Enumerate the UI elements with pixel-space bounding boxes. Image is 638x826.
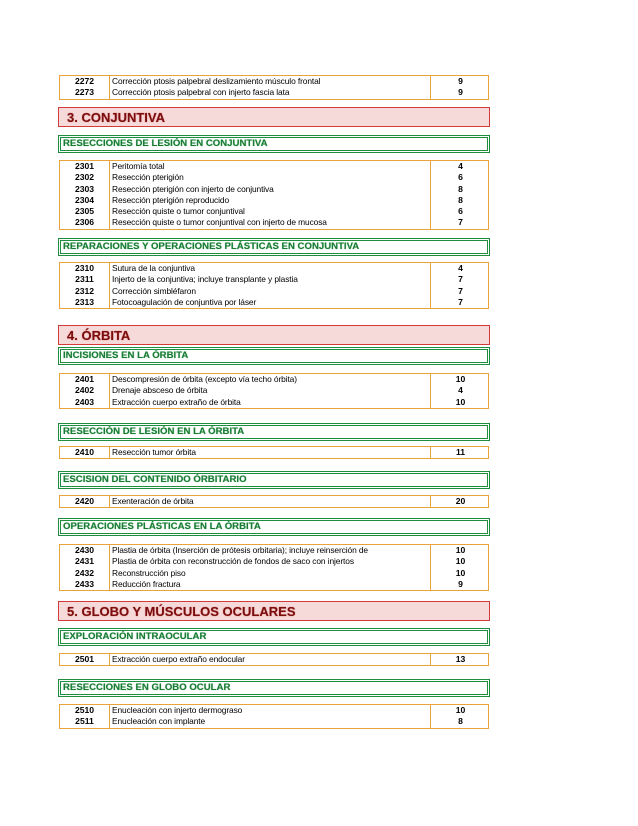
procedure-description: Enucleación con injerto dermograso xyxy=(112,705,243,715)
chapter-title-5-globo-y-musculos-oculares: 5. GLOBO Y MÚSCULOS OCULARES xyxy=(67,604,296,619)
table-row xyxy=(60,161,488,172)
table-row xyxy=(60,716,488,727)
section-heading xyxy=(58,423,490,441)
procedure-description: Reconstrucción piso xyxy=(112,567,186,578)
procedure-description: Corrección ptosis palpebral con injerto fascia lata xyxy=(112,87,290,98)
procedure-value: 8 xyxy=(430,716,490,727)
procedure-code: 2401 xyxy=(60,374,110,385)
procedure-code: 2313 xyxy=(60,297,110,308)
table-row xyxy=(60,447,488,458)
procedure-code: 2303 xyxy=(60,184,110,195)
procedure-code: 2432 xyxy=(60,568,110,579)
procedure-value: 4 xyxy=(430,263,490,274)
table-row xyxy=(60,385,488,396)
procedure-value: 4 xyxy=(430,385,490,396)
section-title-resecciones-en-globo-ocular: RESECCIONES EN GLOBO OCULAR xyxy=(63,682,231,693)
chapter-title-4-orbita: 4. ÓRBITA xyxy=(67,328,131,343)
table-row xyxy=(60,556,488,567)
procedure-description: Extracción cuerpo extraño de órbita xyxy=(112,396,241,407)
section-heading xyxy=(58,238,490,256)
procedure-description: Enucleación con implante xyxy=(112,716,206,727)
procedure-table xyxy=(59,704,489,729)
procedure-description: Reducción fractura xyxy=(112,578,181,589)
procedure-description: Plastia de órbita (Inserción de prótesis orbitaria); incluye reinserción de xyxy=(112,545,368,555)
procedure-table xyxy=(59,653,489,666)
procedure-value: 10 xyxy=(430,705,490,716)
procedure-table xyxy=(59,262,489,309)
procedure-value: 10 xyxy=(430,556,490,567)
procedure-value: 7 xyxy=(430,286,490,297)
procedure-description: Resección quiste o tumor conjuntival xyxy=(112,206,245,217)
procedure-description: Drenaje absceso de órbita xyxy=(112,385,208,396)
procedure-table xyxy=(59,446,489,459)
procedure-code: 2431 xyxy=(60,556,110,567)
table-row xyxy=(60,87,488,98)
procedure-table xyxy=(59,373,489,409)
procedure-value: 13 xyxy=(430,654,490,665)
table-row xyxy=(60,579,488,590)
procedure-code: 2301 xyxy=(60,161,110,172)
chapter-heading xyxy=(58,107,490,127)
procedure-code: 2312 xyxy=(60,286,110,297)
section-title-incisiones-en-la-orbita: INCISIONES EN LA ÓRBITA xyxy=(63,350,189,361)
procedure-code: 2403 xyxy=(60,397,110,408)
procedure-value: 6 xyxy=(430,172,490,183)
section-title-operaciones-plasticas-en-la-orbita: OPERACIONES PLÁSTICAS EN LA ÓRBITA xyxy=(63,521,261,532)
procedure-description: Resección pterigión reproducido xyxy=(112,194,230,205)
table-row xyxy=(60,397,488,408)
section-title-resecciones-de-lesion-en-conjuntiva: RESECCIONES DE LESIÓN EN CONJUNTIVA xyxy=(63,138,268,149)
chapter-heading xyxy=(58,601,490,621)
table-row xyxy=(60,217,488,228)
procedure-description: Corrección simbléfaron xyxy=(112,285,196,296)
procedure-code: 2311 xyxy=(60,274,110,285)
procedure-code: 2273 xyxy=(60,87,110,98)
procedure-value: 10 xyxy=(430,374,490,385)
table-row xyxy=(60,263,488,274)
table-row xyxy=(60,274,488,285)
chapter-heading xyxy=(58,325,490,345)
table-row xyxy=(60,545,488,556)
table-row xyxy=(60,297,488,308)
procedure-description: Plastia de órbita con reconstrucción de fondos de saco con injertos xyxy=(112,556,354,567)
chapter-title-3-conjuntiva: 3. CONJUNTIVA xyxy=(67,110,165,125)
procedure-description: Sutura de la conjuntiva xyxy=(112,263,195,273)
procedure-value: 7 xyxy=(430,274,490,285)
procedure-code: 2511 xyxy=(60,716,110,727)
table-row xyxy=(60,172,488,183)
table-row xyxy=(60,568,488,579)
procedure-code: 2430 xyxy=(60,545,110,556)
table-row xyxy=(60,195,488,206)
procedure-code: 2272 xyxy=(60,76,110,87)
table-row xyxy=(60,76,488,87)
section-heading xyxy=(58,135,490,153)
section-heading xyxy=(58,628,490,646)
procedure-code: 2304 xyxy=(60,195,110,206)
procedure-description: Resección quiste o tumor conjuntival con injerto de mucosa xyxy=(112,217,327,228)
procedure-value: 8 xyxy=(430,195,490,206)
procedure-code: 2433 xyxy=(60,579,110,590)
procedure-value: 11 xyxy=(430,447,490,458)
procedure-value: 7 xyxy=(430,297,490,308)
procedure-description: Extracción cuerpo extraño endocular xyxy=(112,654,245,664)
table-row xyxy=(60,374,488,385)
procedure-value: 10 xyxy=(430,568,490,579)
section-title-reparaciones-y-operaciones-plasticas-en-conjuntiva: REPARACIONES Y OPERACIONES PLÁSTICAS EN CONJUNTIVA xyxy=(63,241,360,252)
procedure-description: Exenteración de órbita xyxy=(112,496,194,506)
procedure-value: 9 xyxy=(430,76,490,87)
section-heading xyxy=(58,471,490,489)
section-title-exploracion-intraocular: EXPLORACIÓN INTRAOCULAR xyxy=(63,631,207,642)
procedure-value: 4 xyxy=(430,161,490,172)
procedure-code: 2306 xyxy=(60,217,110,228)
section-heading xyxy=(58,679,490,697)
procedure-code: 2501 xyxy=(60,654,110,665)
procedure-value: 8 xyxy=(430,184,490,195)
procedure-value: 9 xyxy=(430,579,490,590)
procedure-code: 2310 xyxy=(60,263,110,274)
procedure-description: Corrección ptosis palpebral deslizamiento músculo frontal xyxy=(112,76,321,86)
procedure-code: 2510 xyxy=(60,705,110,716)
procedure-value: 6 xyxy=(430,206,490,217)
table-row xyxy=(60,496,488,507)
table-row xyxy=(60,286,488,297)
procedure-table xyxy=(59,160,489,230)
procedure-value: 10 xyxy=(430,545,490,556)
section-title-escision-del-contenido-orbitario: ESCISION DEL CONTENIDO ÓRBITARIO xyxy=(63,474,247,485)
procedure-description: Descompresión de órbita (excepto vía techo órbita) xyxy=(112,374,297,384)
table-row xyxy=(60,654,488,665)
procedure-value: 20 xyxy=(430,496,490,507)
procedure-description: Resección pterigión xyxy=(112,172,184,183)
procedure-code: 2402 xyxy=(60,385,110,396)
procedure-description: Injerto de la conjuntiva; incluye transplante y plastia xyxy=(112,274,298,285)
procedure-table xyxy=(59,495,489,508)
section-heading xyxy=(58,518,490,536)
procedure-value: 9 xyxy=(430,87,490,98)
procedure-description: Resección tumor órbita xyxy=(112,447,196,457)
procedure-code: 2410 xyxy=(60,447,110,458)
procedure-code: 2420 xyxy=(60,496,110,507)
procedure-table xyxy=(59,544,489,591)
procedure-code: 2305 xyxy=(60,206,110,217)
table-row xyxy=(60,705,488,716)
table-row xyxy=(60,184,488,195)
procedure-description: Fotocoagulación de conjuntiva por láser xyxy=(112,296,257,307)
procedure-code: 2302 xyxy=(60,172,110,183)
section-title-reseccion-de-lesion-en-la-orbita: RESECCIÓN DE LESIÓN EN LA ÓRBITA xyxy=(63,426,245,437)
procedure-value: 10 xyxy=(430,397,490,408)
procedure-description: Resección pterigión con injerto de conjuntiva xyxy=(112,183,274,194)
procedure-table xyxy=(59,75,489,100)
table-row xyxy=(60,206,488,217)
procedure-value: 7 xyxy=(430,217,490,228)
section-heading xyxy=(58,347,490,365)
procedure-description: Peritomía total xyxy=(112,161,165,171)
